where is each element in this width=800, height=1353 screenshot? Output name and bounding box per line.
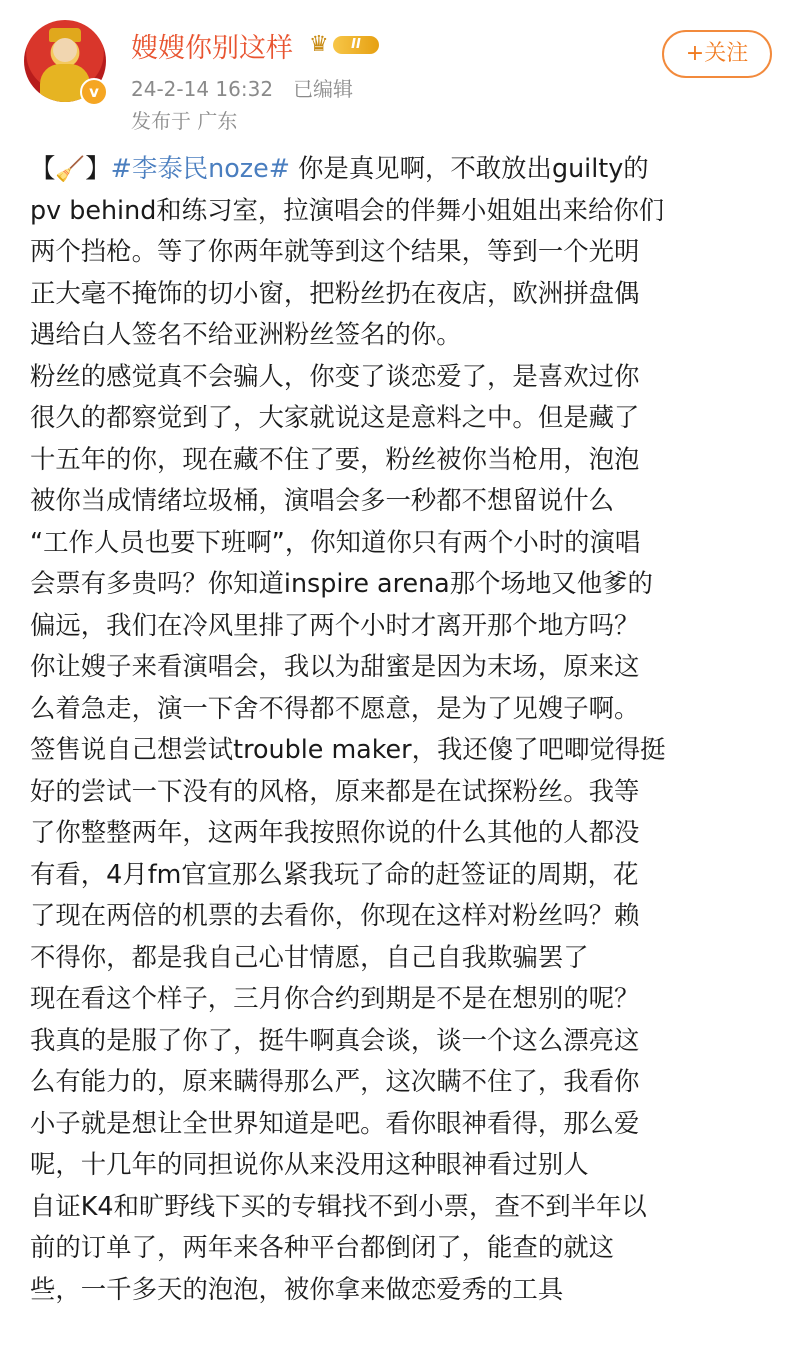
post-timestamp: 24-2-14 16:32	[131, 77, 274, 101]
post-line: 会票有多贵吗？你知道inspire arena那个场地又他爹的	[30, 568, 653, 598]
post-line: 很久的都察觉到了，大家就说这是意料之中。但是藏了	[30, 402, 640, 432]
post-line	[30, 148, 788, 190]
post-line: 遇给白人签名不给亚洲粉丝签名的你。	[30, 319, 462, 349]
post-line: 现在看这个样子，三月你合约到期是不是在想别的呢？	[30, 983, 640, 1013]
post-line: 你让嫂子来看演唱会，我以为甜蜜是因为末场，原来这	[30, 651, 640, 681]
post-line: 自证K4和旷野线下买的专辑找不到小票，查不到半年以	[30, 1190, 647, 1221]
post-line: 正大毫不掩饰的切小窗，把粉丝扔在夜店，欧洲拼盘偶	[30, 277, 640, 308]
broom-icon: 🧹	[55, 155, 86, 183]
post-line: 我真的是服了你了，挺牛啊真会谈，谈一个这么漂亮这	[30, 1024, 640, 1055]
post-line: 了你整整两年，这两年我按照你说的什么其他的人都没	[30, 817, 640, 847]
post-line: 呢，十几年的同担说你从来没用这种眼神看过别人	[30, 1149, 589, 1179]
post-meta	[131, 73, 353, 102]
post-lines	[30, 190, 788, 1311]
follow-button[interactable]: +关注	[662, 30, 772, 78]
post-line: 不得你，都是我自己心甘情愿，自己自我欺骗罢了	[30, 941, 589, 972]
avatar-face-shape	[53, 38, 77, 62]
rank-badge[interactable]	[309, 33, 381, 57]
post-line: 好的尝试一下没有的风格，原来都是在试探粉丝。我等	[30, 775, 640, 806]
edited-label[interactable]: 已编辑	[293, 77, 354, 101]
post-line: 十五年的你，现在藏不住了要，粉丝被你当枪用，泡泡	[30, 443, 640, 474]
post-body	[30, 148, 788, 1310]
post-header	[0, 0, 800, 150]
post-line: 被你当成情绪垃圾桶，演唱会多一秒都不想留说什么	[30, 485, 614, 515]
post-line: 小子就是想让全世界知道是吧。看你眼神看得，那么爱	[30, 1107, 640, 1138]
post-line: 粉丝的感觉真不会骗人，你变了谈恋爱了，是喜欢过你	[30, 360, 640, 391]
post-line: 签售说自己想尝试trouble maker，我还傻了吧唧觉得挺	[30, 734, 666, 764]
rank-level: II	[333, 36, 379, 54]
username[interactable]: 嫂嫂你别这样	[131, 33, 293, 64]
post-line: pv behind和练习室，拉演唱会的伴舞小姐姐出来给你们	[30, 194, 665, 225]
post-line: 两个挡枪。等了你两年就等到这个结果，等到一个光明	[30, 236, 640, 266]
post-line: 偏远，我们在冷风里排了两个小时才离开那个地方吗？	[30, 609, 640, 640]
post-line-text: 你是真见啊，不敢放出guilty的	[289, 153, 649, 183]
post-line: 前的订单了，两年来各种平台都倒闭了，能查的就这	[30, 1232, 614, 1262]
hashtag-link[interactable]: #李泰民noze#	[110, 153, 290, 183]
post-line: 有看，4月fm官宣那么紧我玩了命的赶签证的周期，花	[30, 858, 639, 889]
bracket-open: 【	[30, 153, 56, 183]
post-line: 么着急走，演一下舍不得都不愿意，是为了见嫂子啊。	[30, 692, 640, 723]
post-line: “工作人员也要下班啊”，你知道你只有两个小时的演唱	[30, 526, 641, 557]
post-line: 些，一千多天的泡泡，被你拿来做恋爱秀的工具	[30, 1273, 564, 1304]
post-location: 发布于 广东	[131, 109, 238, 133]
crown-icon: ♛	[309, 32, 329, 57]
post-line: 了现在两倍的机票的去看你，你现在这样对粉丝吗？赖	[30, 900, 640, 930]
verified-v-icon: v	[80, 78, 108, 106]
post-line: 么有能力的，原来瞒得那么严，这次瞒不住了，我看你	[30, 1066, 640, 1096]
bracket-close: 】	[85, 153, 111, 183]
